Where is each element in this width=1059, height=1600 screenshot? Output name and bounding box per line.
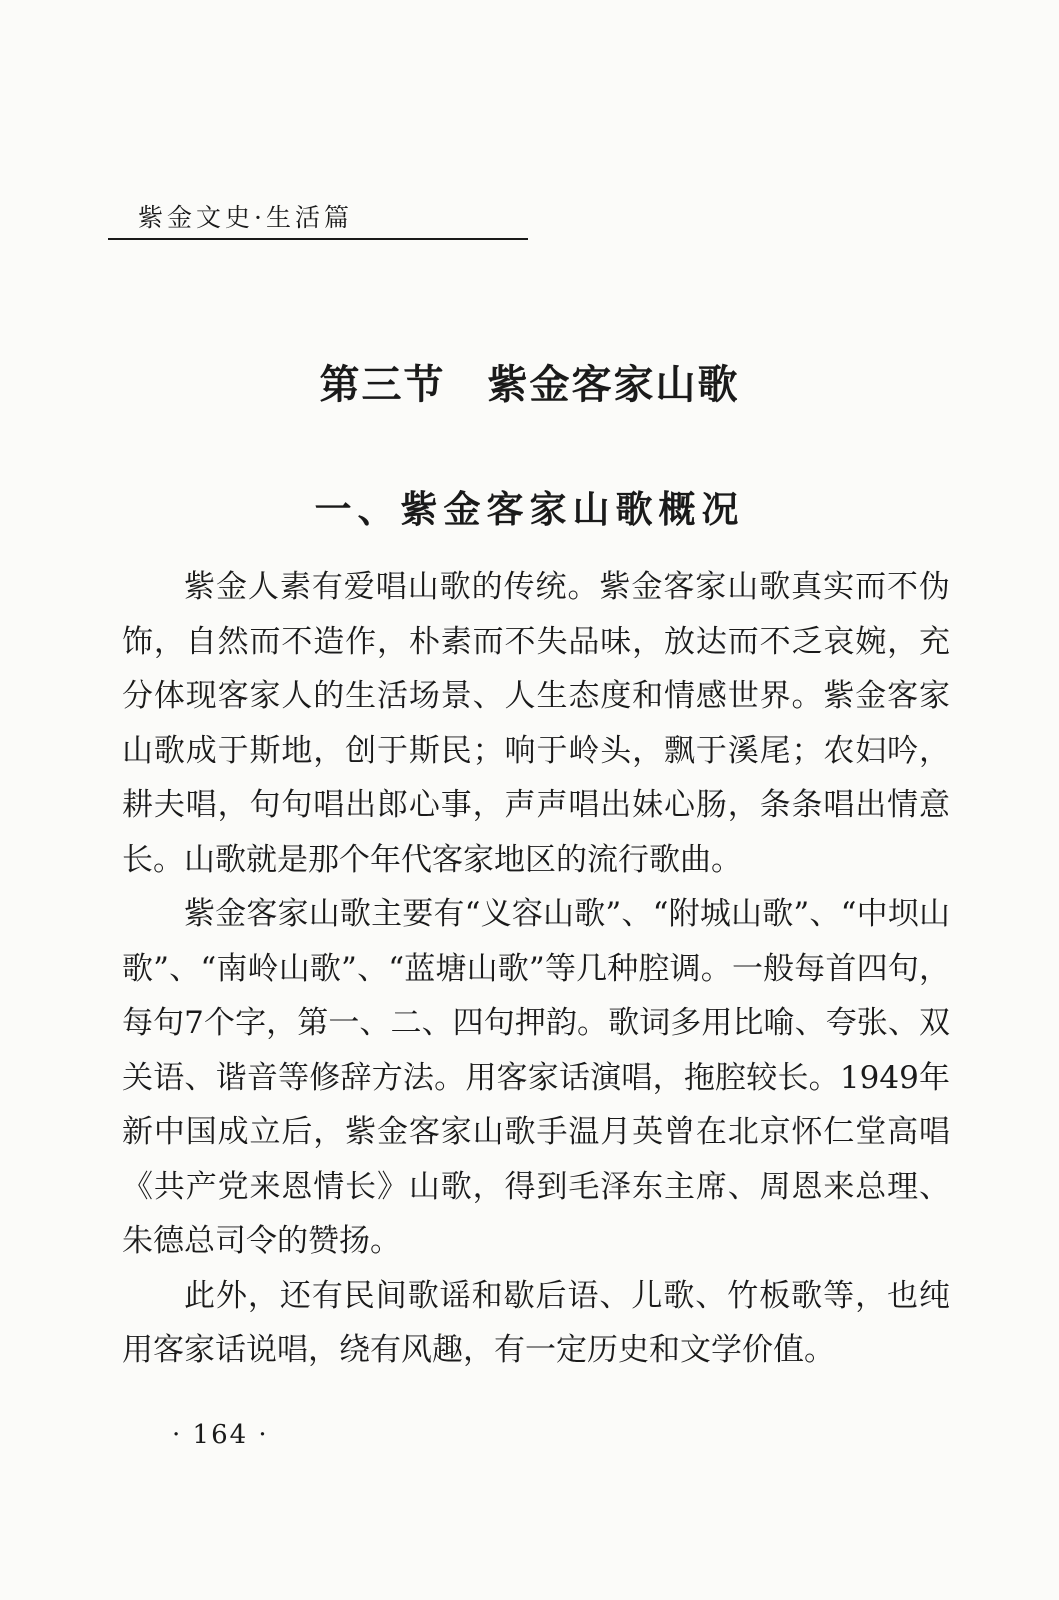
section-title: 第三节 紫金客家山歌 <box>319 360 740 408</box>
header-rule <box>108 238 528 240</box>
paragraph: 紫金人素有爱唱山歌的传统。紫金客家山歌真实而不伪饰，自然而不造作，朴素而不失品味，放达而不乏哀婉，充分体现客家人的生活场景、人生态度和情感世界。紫金客家山歌成于斯地，创于斯民；响于岭头，飘于溪尾；农妇吟，耕夫唱，句句唱出郎心事，声声唱出妹心肠，条条唱出情意长。山歌就是那个年代客家地区的流行歌曲。 <box>122 569 950 878</box>
body-text <box>122 560 950 1378</box>
page-number: · 164 · <box>172 1420 269 1450</box>
paragraph: 此外，还有民间歌谣和歇后语、儿歌、竹板歌等，也纯用客家话说唱，绕有风趣，有一定历史和文学价值。 <box>122 1277 950 1368</box>
subsection-title: 一、紫金客家山歌概况 <box>314 486 745 531</box>
running-head: 紫金文史·生活篇 <box>138 203 353 232</box>
paragraph: 紫金客家山歌主要有“义容山歌”、“附城山歌”、“中坝山歌”、“南岭山歌”、“蓝塘山歌”等几种腔调。一般每首四句，每句7个字，第一、二、四句押韵。歌词多用比喻、夸张、双关语、谐音等修辞方法。用客家话演唱，拖腔较长。1949年新中国成立后，紫金客家山歌手温月英曾在北京怀仁堂高唱《共产党来恩情长》山歌，得到毛泽东主席、周恩来总理、朱德总司令的赞扬。 <box>122 896 950 1259</box>
